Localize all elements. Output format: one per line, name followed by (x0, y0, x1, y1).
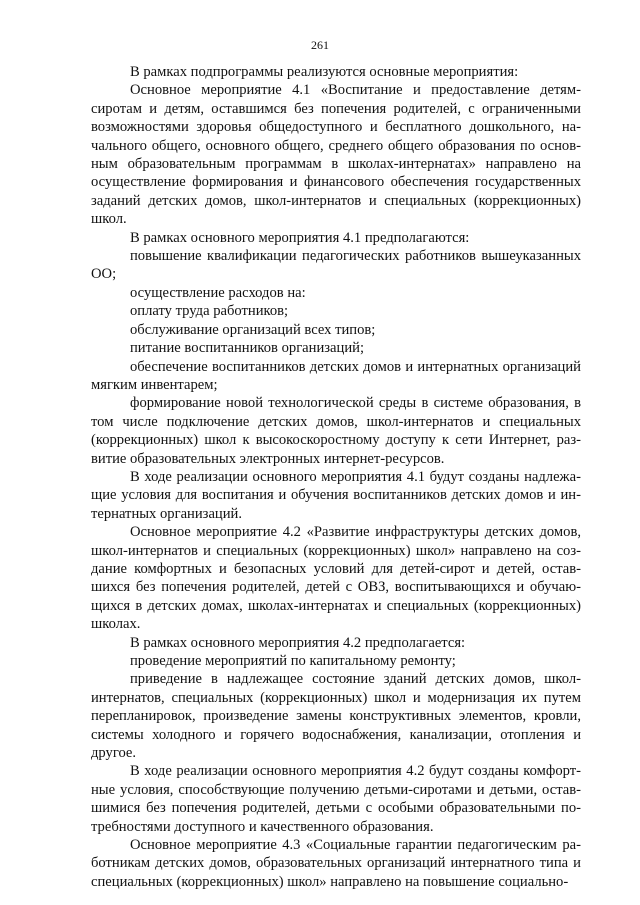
paragraph: обеспечение воспитанников детских домов и интернатных организаций мягким инвентарем; (91, 358, 581, 393)
paragraph: повышение квалификации педагогических работников вышеуказанных ОО; (91, 248, 581, 283)
page-number: 261 (311, 38, 329, 52)
paragraph: Основное мероприятие 4.1 «Воспитание и предоставление детям-сиротам и детям, оставшимся без попечения родителей, с ограниченными возможностями здоровья общедоступного и бесплатного дошкольного, начального общего, основного общего, среднего общего образования по основным образовательным программам в школах-интернатах» направлено на осуществление формирования и финансового обеспечения государственных заданий детских домов, школ-интернатов и специальных (коррекционных) школ. (91, 82, 581, 228)
paragraph: Основное мероприятие 4.2 «Развитие инфраструктуры детских домов, школ-интернатов и специальных (коррекционных) школ» направлено на создание комфортных и безопасных условий для детей-сирот и детей, оставшихся без попечения родителей, детей с ОВЗ, воспитывающихся и обучающихся в детских домах, школах-интернатах и специальных (коррекционных) школах. (91, 524, 581, 633)
paragraph: обслуживание организаций всех типов; (130, 321, 376, 338)
paragraph: Основное мероприятие 4.3 «Социальные гарантии педагогическим работникам детских домов, образовательных организаций интернатного типа и специальных (коррекционных) школ» направлено на повышение социально- (91, 837, 581, 890)
paragraph: В ходе реализации основного мероприятия 4.1 будут созданы надлежащие условия для воспитания и обучения воспитанников детских домов и интернатных организаций. (91, 468, 581, 522)
paragraph: В рамках основного мероприятия 4.2 предполагается: (130, 634, 466, 651)
paragraph: В ходе реализации основного мероприятия 4.2 будут созданы комфортные условия, способствующие получению детьми-сиротами и детьми, оставшимися без попечения родителей, детьми с особыми образовательными потребностями доступного и качественного образования. (91, 763, 581, 835)
paragraph: осуществление расходов на: (130, 284, 306, 301)
paragraph: проведение мероприятий по капитальному ремонту; (130, 653, 456, 669)
paragraph: В рамках основного мероприятия 4.1 предполагаются: (130, 229, 470, 246)
paragraph: оплату труда работников; (130, 303, 289, 320)
paragraph: приведение в надлежащее состояние зданий детских домов, школ-интернатов, специальных (коррекционных) школ и модернизация их путем перепланировок, произведение замены конструктивных элементов, кровли, системы холодного и горячего водоснабжения, канализации, отопления и другое. (91, 671, 581, 762)
paragraph: формирование новой технологической среды в системе образования, в том числе подключение детских домов, школ-интернатов и специальных (коррекционных) школ к высокоскоростному доступу к сети Интернет, развитие образовательных электронных интернет-ресурсов. (91, 395, 581, 467)
body-text (91, 63, 581, 891)
paragraph: В рамках подпрограммы реализуются основные мероприятия: (130, 64, 519, 80)
paragraph: питание воспитанников организаций; (130, 340, 364, 357)
